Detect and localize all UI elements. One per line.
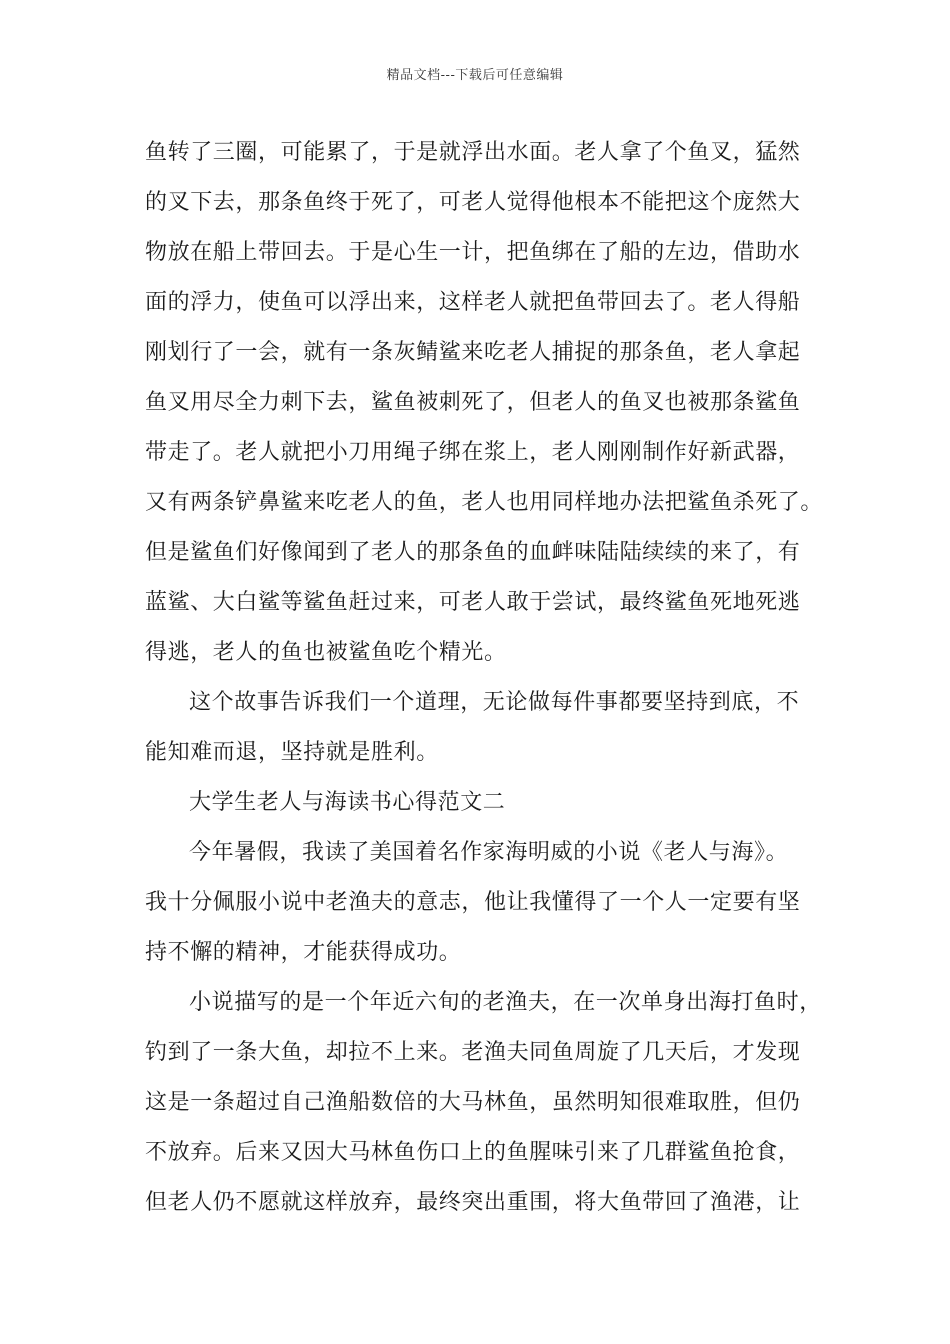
text-line: 我十分佩服小说中老渔夫的意志，他让我懂得了一个人一定要有坚 (145, 890, 801, 915)
text-line: 得逃，老人的鱼也被鲨鱼吃个精光。 (145, 640, 507, 665)
page-header: 精品文档---下载后可任意编辑 (386, 68, 564, 83)
document-body (145, 128, 835, 1228)
text-line: 今年暑假，我读了美国着名作家海明威的小说《老人与海》。 (189, 840, 789, 865)
text-line: 面的浮力，使鱼可以浮出来，这样老人就把鱼带回去了。老人得船 (145, 290, 801, 315)
text-line: 刚划行了一会，就有一条灰鲭鲨来吃老人捕捉的那条鱼，老人拿起 (145, 340, 801, 365)
text-line: 不放弃。后来又因大马林鱼伤口上的鱼腥味引来了几群鲨鱼抢食， (145, 1140, 801, 1165)
text-line: 带走了。老人就把小刀用绳子绑在浆上，老人刚刚制作好新武器， (145, 440, 801, 465)
text-line: 钓到了一条大鱼，却拉不上来。老渔夫同鱼周旋了几天后，才发现 (145, 1040, 801, 1065)
text-line: 持不懈的精神，才能获得成功。 (145, 940, 462, 965)
text-line: 小说描写的是一个年近六旬的老渔夫，在一次单身出海打鱼时， (189, 990, 822, 1015)
text-line: 又有两条铲鼻鲨来吃老人的鱼，老人也用同样地办法把鲨鱼杀死了。 (145, 490, 824, 515)
text-line: 的叉下去，那条鱼终于死了，可老人觉得他根本不能把这个庞然大 (145, 190, 801, 215)
text-line: 这是一条超过自己渔船数倍的大马林鱼，虽然明知很难取胜，但仍 (145, 1090, 801, 1115)
text-line: 物放在船上带回去。于是心生一计，把鱼绑在了船的左边，借助水 (145, 240, 801, 265)
text-line: 但是鲨鱼们好像闻到了老人的那条鱼的血衅味陆陆续续的来了，有 (145, 540, 801, 565)
text-line: 但老人仍不愿就这样放弃，最终突出重围，将大鱼带回了渔港，让 (145, 1190, 801, 1215)
text-line: 蓝鲨、大白鲨等鲨鱼赶过来，可老人敢于尝试，最终鲨鱼死地死逃 (145, 590, 801, 615)
text-line: 鱼转了三圈，可能累了，于是就浮出水面。老人拿了个鱼叉，猛然 (145, 140, 801, 165)
text-line: 鱼叉用尽全力刺下去，鲨鱼被刺死了，但老人的鱼叉也被那条鲨鱼 (145, 390, 801, 415)
text-line: 大学生老人与海读书心得范文二 (189, 790, 506, 815)
text-line: 这个故事告诉我们一个道理，无论做每件事都要坚持到底，不 (189, 690, 800, 715)
text-line: 能知难而退，坚持就是胜利。 (145, 740, 439, 765)
